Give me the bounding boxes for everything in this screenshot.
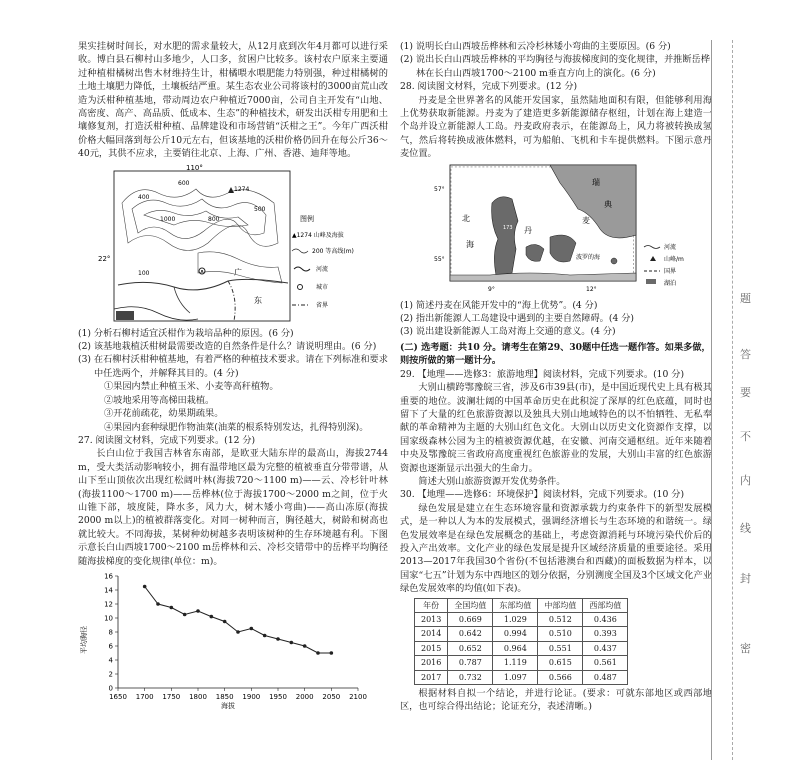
lon-12-label: 12° bbox=[586, 285, 597, 293]
y-tick-label: 0 bbox=[108, 684, 113, 693]
lake-legend-icon bbox=[646, 279, 656, 284]
guangxi-label: 广 bbox=[234, 267, 242, 277]
table-cell: 1.029 bbox=[493, 613, 538, 627]
table-header: 东部均值 bbox=[493, 598, 538, 612]
legend-border: 国界 bbox=[664, 267, 677, 275]
legend-river: 河流 bbox=[316, 265, 329, 273]
table-cell: 0.512 bbox=[538, 613, 583, 627]
left-column bbox=[78, 40, 388, 710]
lat-57-label: 57° bbox=[434, 185, 445, 193]
table-cell: 2015 bbox=[415, 641, 448, 655]
table-row bbox=[415, 641, 628, 655]
data-point bbox=[236, 630, 240, 634]
x-tick-label: 1850 bbox=[215, 692, 234, 701]
series-line bbox=[145, 586, 332, 653]
question-28-2: (2) 指出新能源人工岛建设中遇到的主要自然障碍。(4 分) bbox=[400, 313, 634, 325]
contour-value: 600 bbox=[178, 179, 190, 187]
table-cell: 2014 bbox=[415, 627, 448, 641]
table-cell: 0.393 bbox=[583, 627, 628, 641]
table-cell: 0.964 bbox=[493, 641, 538, 655]
seal-line bbox=[732, 40, 733, 760]
question-28-3: (3) 说出建设新能源人工岛对海上交通的意义。(4 分) bbox=[400, 326, 616, 338]
table-cell: 1.119 bbox=[493, 656, 538, 670]
table-cell: 0.551 bbox=[538, 641, 583, 655]
question-27-text: 长白山位于我国吉林省东南部，是欧亚大陆东岸的最高山，海拔2744 m，受大类活动影响较小，拥有温带地区最为完整的植被垂直分带带谱，从山下至山顶依次出现红松阔叶林(海拔720～1100 m)——云、冷杉针叶林(海拔1100～1700 m)——岳桦林(位于海拔1700～2000 m之间，位于火山锥下部，坡度陡，降水多，风力大，树木矮小弯曲)——高山冻原(海拔2000 m以上)的植被群落变化。对同一树种而言，胸径越大，树龄和树高也就比较大。不同海拔，某树种幼树越多表明该树种的生存环境越有利。下图示意长白山西坡1700～2100 m岳桦林和云、冷杉交错带中的岳桦平均胸径随海拔梯度的变化规律(单位：m)。 bbox=[78, 448, 388, 567]
legend-peak: 山峰/m bbox=[664, 255, 684, 263]
option-1: ①果园内禁止种植玉米、小麦等高秆植物。 bbox=[104, 381, 279, 393]
x-tick-label: 1650 bbox=[109, 692, 127, 701]
seal-char: 要 bbox=[740, 386, 751, 399]
table-cell: 0.510 bbox=[538, 627, 583, 641]
x-tick-label: 1900 bbox=[242, 692, 261, 701]
data-point bbox=[303, 644, 307, 648]
lon-label: 110° bbox=[186, 163, 203, 172]
table-cell: 0.787 bbox=[448, 656, 493, 670]
seal-char: 不 bbox=[740, 430, 751, 443]
data-point bbox=[263, 634, 267, 638]
seal-char: 题 bbox=[740, 292, 751, 305]
table-row bbox=[415, 613, 628, 627]
question-26-1: (1) 分析石柳村适宜沃柑作为栽培品种的原因。(6 分) bbox=[78, 327, 294, 339]
contour-value: 400 bbox=[138, 193, 150, 201]
right-column bbox=[400, 40, 712, 714]
diameter-chart bbox=[78, 570, 368, 710]
table-cell: 0.437 bbox=[583, 641, 628, 655]
sweden-label: 瑞 bbox=[592, 177, 600, 187]
question-27-1: (1) 说明长白山西坡岳桦林和云冷杉林矮小弯曲的主要原因。(6 分) bbox=[400, 41, 671, 52]
table-cell: 0.669 bbox=[448, 613, 493, 627]
table-row bbox=[415, 627, 628, 641]
efficiency-table bbox=[414, 598, 628, 685]
denmark-label-2: 麦 bbox=[582, 215, 590, 225]
y-tick-label: 4 bbox=[108, 656, 113, 665]
question-28-1: (1) 简述丹麦在风能开发中的“海上优势”。(4 分) bbox=[400, 299, 598, 311]
question-30-head: 30. 【地理——选修6：环境保护】阅读材料，完成下列要求。(10 分) bbox=[400, 489, 685, 501]
seal-char: 内 bbox=[740, 474, 751, 487]
table-cell: 0.487 bbox=[583, 670, 628, 684]
lat-55-label: 55° bbox=[434, 255, 445, 263]
data-point bbox=[250, 627, 254, 631]
data-point bbox=[170, 606, 174, 610]
x-tick-label: 2050 bbox=[322, 692, 341, 701]
question-30-ask: 根据材料自拟一个结论，并进行论证。(要求：可就东部地区或西部地区，也可综合得出结论；论证充分，表述清晰。) bbox=[400, 688, 712, 713]
legend-contour: 200 等高线(m) bbox=[312, 247, 354, 255]
x-tick-label: 1750 bbox=[162, 692, 181, 701]
y-tick-label: 8 bbox=[108, 628, 113, 637]
table-cell: 0.732 bbox=[448, 670, 493, 684]
question-29-head: 29. 【地理——选修3：旅游地理】阅读材料，完成下列要求。(10 分) bbox=[400, 368, 685, 380]
table-header: 西部均值 bbox=[583, 598, 628, 612]
x-tick-label: 2000 bbox=[295, 692, 314, 701]
contour-value: 800 bbox=[208, 215, 220, 223]
table-header: 全国均值 bbox=[448, 598, 493, 612]
lon-9-label: 9° bbox=[488, 285, 495, 293]
y-tick-label: 14 bbox=[104, 586, 113, 595]
question-29-text: 大别山横跨鄂豫皖三省，涉及6市39县(市)，是中国近现代史上具有极其重要的地位。波澜壮阔的中国革命历史在此积淀了深厚的红色底蕴，同时也留下了大量的红色旅游资源以及独具大别山地域特色的以不怕牺牲、无私奉献的革命精神为主题的大别山红色文化。大别山以历史文化资源作支撑，以国家级森林公园为主的植被资源优越，在安徽、河南交通枢纽。近年来随着中央及鄂豫皖三省政府高度重视红色旅游业的发展，大别山丰富的红色旅游资源也逐渐显示出强大的生命力。 bbox=[400, 382, 712, 474]
data-point bbox=[290, 641, 294, 645]
contour-value: 1274 bbox=[234, 185, 250, 193]
table-cell: 0.615 bbox=[538, 656, 583, 670]
table-header-row bbox=[415, 598, 628, 612]
legend-peak: ▲1274 山峰及海拔 bbox=[292, 231, 344, 239]
legend-river: 河流 bbox=[664, 243, 677, 251]
guangxi-map bbox=[78, 163, 378, 323]
question-28-head: 28. 阅读图文材料，完成下列要求。(12 分) bbox=[400, 81, 578, 93]
x-tick-label: 1950 bbox=[269, 692, 287, 701]
table-cell: 1.097 bbox=[493, 670, 538, 684]
table-row bbox=[415, 656, 628, 670]
table-cell: 0.994 bbox=[493, 627, 538, 641]
data-point bbox=[210, 615, 214, 619]
x-tick-label: 1700 bbox=[135, 692, 154, 701]
data-point bbox=[183, 613, 187, 617]
table-cell: 0.561 bbox=[583, 656, 628, 670]
question-26-2: (2) 该基地栽植沃柑树最需要改造的自然条件是什么？请说明理由。(6 分) bbox=[78, 341, 377, 353]
table-cell: 0.566 bbox=[538, 670, 583, 684]
y-tick-label: 10 bbox=[104, 614, 113, 623]
river-legend-icon bbox=[294, 267, 310, 271]
x-tick-label: 2100 bbox=[349, 692, 367, 701]
legend-lake: 湖泊 bbox=[664, 279, 677, 287]
table-header: 中部均值 bbox=[538, 598, 583, 612]
question-29-ask: 简述大别山旅游资源开发优势条件。 bbox=[418, 475, 566, 487]
legend-title: 图例 bbox=[300, 214, 314, 223]
y-tick-label: 16 bbox=[104, 572, 113, 581]
data-point bbox=[223, 620, 227, 624]
question-26-3: (3) 在石柳村沃柑种植基地，有着严格的种植技术要求。请在下列标准和要求中任选两个，并解释其目的。(4 分) bbox=[78, 354, 388, 379]
city-legend-icon bbox=[298, 284, 303, 289]
question-27-head: 27. 阅读图文材料，完成下列要求。(12 分) bbox=[78, 434, 256, 446]
question-28-text: 丹麦是全世界著名的风能开发国家，虽然陆地面积有限，但能够利用海上优势获取新能源。丹麦为了建造更多新能源储存枢纽，计划在海上建造一个岛并设立新能源人工岛。丹麦政府表示，在能源岛上，风力将被转换成氢气，然后将转换成液体燃料，可为船舶、飞机和卡车提供燃料。下图示意丹麦位置。 bbox=[400, 94, 712, 160]
y-tick-label: 12 bbox=[104, 600, 113, 609]
table-cell: 0.436 bbox=[583, 613, 628, 627]
data-point bbox=[276, 637, 280, 641]
legend-city: 城市 bbox=[316, 283, 329, 291]
table-cell: 0.652 bbox=[448, 641, 493, 655]
lat-label: 22° bbox=[98, 254, 111, 263]
table-cell: 2016 bbox=[415, 656, 448, 670]
question-30-text: 绿色发展是建立在生态环境容量和资源承载力约束条件下的新型发展模式，是一种以人为本的发展模式，强调经济增长与生态环境的和谐统一。绿色发展效率是在绿色发展概念的基础上，考虑资源消耗与环境污染代价后的投入产出效率。文化产业的绿色发展是提升区域经济质量的重要途径。采用2013—2017年我国30个省份(不包括港澳台和西藏)的面板数据为样本，以国家“七五”计划为东中西地区的划分依据，分别测度全国及3个区域文化产业绿色发展效率的均值(如下表)。 bbox=[400, 502, 712, 595]
chart-xlabel: 海拔 bbox=[221, 701, 235, 710]
seal-line-margin bbox=[711, 40, 764, 760]
seal-char: 线 bbox=[740, 522, 751, 535]
table-cell: 0.642 bbox=[448, 627, 493, 641]
guangdong-label: 东 bbox=[254, 295, 262, 305]
table-header: 年份 bbox=[415, 598, 448, 612]
denmark-map bbox=[400, 163, 700, 295]
data-point bbox=[316, 651, 320, 655]
y-tick-label: 6 bbox=[108, 642, 113, 651]
data-point bbox=[143, 585, 147, 589]
north-label: 北 bbox=[462, 213, 470, 223]
question-27-2: (2) 说出长白山西坡岳桦林的平均胸径与海拔梯度间的变化规律，并推断岳桦林在长白山西坡1700～2100 m垂直方向上的演化。(6 分) bbox=[400, 54, 710, 79]
option-4: ④果园内套种绿肥作物油菜(油菜的根系特别发达，扎得特别深)。 bbox=[104, 421, 369, 433]
chart-ylabel: 平均胸径 bbox=[80, 625, 88, 654]
contour-value: 1000 bbox=[160, 215, 176, 223]
baltic-label: 波罗的海 bbox=[576, 253, 601, 261]
contour-legend-icon bbox=[292, 249, 308, 253]
x-tick-label: 1800 bbox=[189, 692, 207, 701]
peak-legend-icon bbox=[650, 256, 656, 261]
seal-char: 封 bbox=[740, 572, 751, 585]
y-tick-label: 2 bbox=[108, 670, 113, 679]
option-3: ③开花前疏花，幼果期疏果。 bbox=[104, 408, 224, 420]
option-2: ②坡地采用等高梯田栽植。 bbox=[104, 394, 215, 406]
data-point bbox=[156, 602, 160, 606]
contour-value: 500 bbox=[254, 205, 266, 213]
seal-char: 密 bbox=[740, 642, 751, 655]
contour-value: 100 bbox=[138, 269, 150, 277]
sweden-label-2: 典 bbox=[604, 199, 612, 209]
legend-border: 省界 bbox=[316, 301, 329, 309]
table-row bbox=[415, 670, 628, 684]
river-legend-icon bbox=[644, 245, 660, 248]
denmark-label: 丹 bbox=[524, 225, 532, 235]
data-point bbox=[330, 651, 334, 655]
table-cell: 2017 bbox=[415, 670, 448, 684]
sea-label: 海 bbox=[466, 239, 474, 249]
elective-head: (二) 选考题：共10 分。请考生在第29、30题中任选一题作答。如果多做，则按所做的第一题计分。 bbox=[400, 341, 711, 367]
material-text: 果实挂树时间长，对水肥的需求量较大，从12月底到次年4月都可以进行采收。博白县石柳村山多地少，人口多，贫困户比较多。该村农户原来主要通过种植柑橘树出售木材维持生计，柑橘喂水喂肥能力特别强，种过柑橘树的土地土壤肥力降低，土壤板结严重。某生态农业公司将该村的3000亩荒山改造为沃柑种植基地，带动周边农户种植近7000亩，公司自主开发有“山地、高密度、高产、高品质、低成本、生态”的种植技术，研发出沃柑专用肥和土壤修复剂，打造沃柑种植、品牌建设和市场营销“沃柑之王”。今年广西沃柑价格大幅回落到每公斤10元左右，但该基地的沃柑价格仍回升在每公斤36～40元，其供不应求，主要销往北京、上海、广州、香港、迪拜等地。 bbox=[78, 41, 388, 160]
data-point bbox=[196, 609, 200, 613]
table-cell: 2013 bbox=[415, 613, 448, 627]
seal-char: 答 bbox=[740, 348, 751, 361]
peak-value: 173 bbox=[503, 224, 513, 231]
